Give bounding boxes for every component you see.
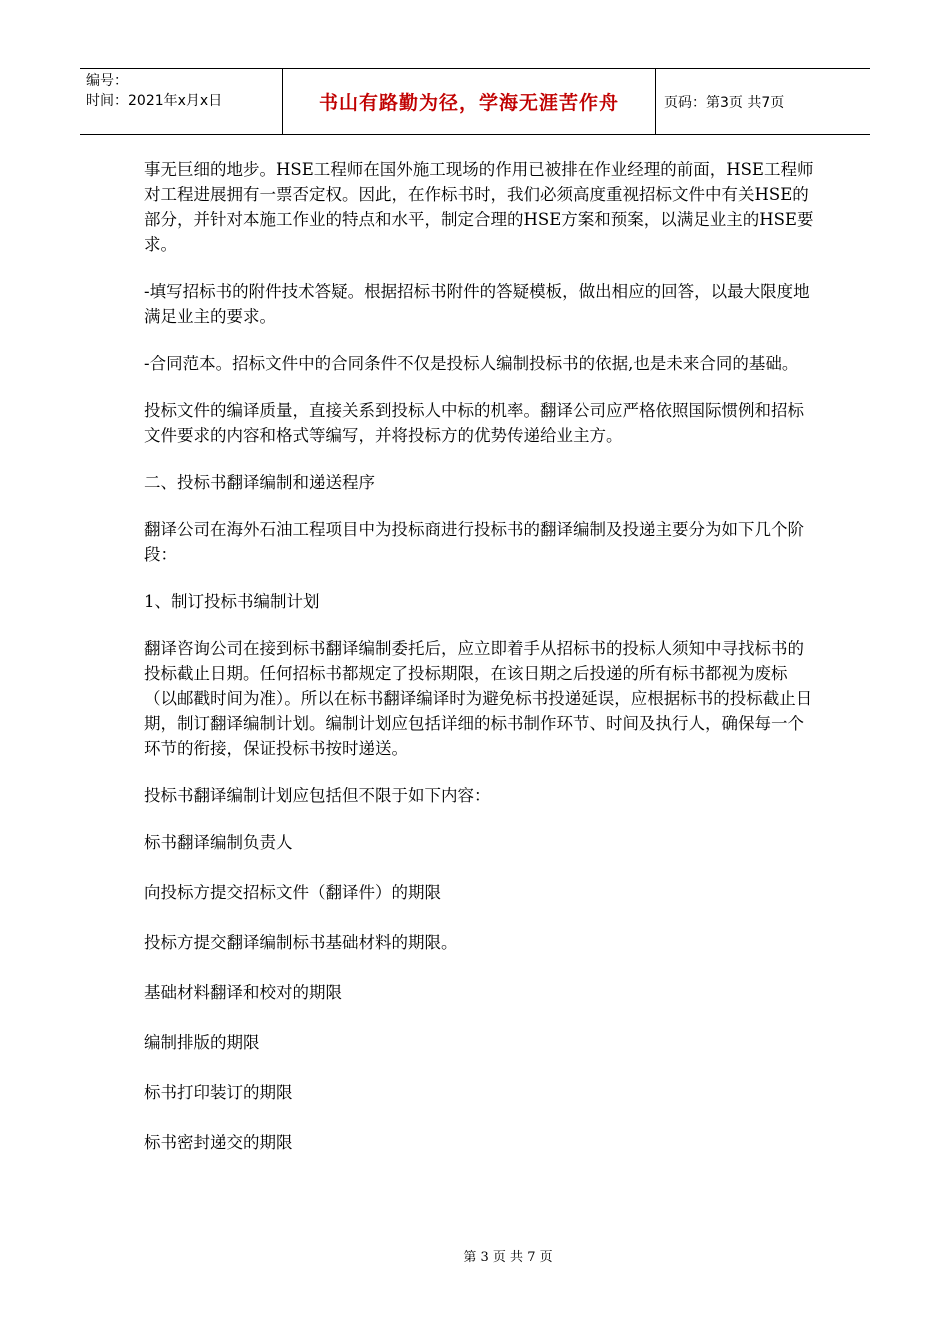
paragraph: -合同范本。招标文件中的合同条件不仅是投标人编制投标书的依据,也是未来合同的基础。 <box>144 354 799 373</box>
subsection-heading: 1、制订投标书编制计划 <box>144 592 320 611</box>
paragraph: 翻译公司在海外石油工程项目中为投标商进行投标书的翻译编制及投递主要分为如下几个阶段： <box>144 520 804 564</box>
plan-item: 投标方提交翻译编制标书基础材料的期限。 <box>144 933 458 952</box>
document-body <box>144 157 816 1180</box>
plan-item: 标书翻译编制负责人 <box>144 833 293 852</box>
plan-item: 基础材料翻译和校对的期限 <box>144 983 342 1002</box>
page-footer: 第 3 页 共 7 页 <box>463 1250 553 1265</box>
header-motto: 书山有路勤为径，学海无涯苦作舟 <box>282 69 656 134</box>
plan-item: 标书密封递交的期限 <box>144 1133 293 1152</box>
paragraph: 翻译咨询公司在接到标书翻译编制委托后，应立即着手从招标书的投标人须知中寻找标书的投标截止日期。任何招标书都规定了投标期限，在该日期之后投递的所有标书都视为废标（以邮戳时间为准）。所以在标书翻译编译时为避免标书投递延误，应根据标书的投标截止日期，制订翻译编制计划。编制计划应包括详细的标书制作环节、时间及执行人，确保每一个环节的衔接，保证投标书按时递送。 <box>144 639 813 758</box>
page-header <box>80 68 870 135</box>
paragraph: -填写招标书的附件技术答疑。根据招标书附件的答疑模板，做出相应的回答，以最大限度地满足业主的要求。 <box>144 282 810 326</box>
plan-item: 标书打印装订的期限 <box>144 1083 293 1102</box>
header-page-label: 页码：第3页 共7页 <box>664 94 785 111</box>
plan-item: 向投标方提交招标文件（翻译件）的期限 <box>144 883 441 902</box>
plan-item: 编制排版的期限 <box>144 1033 260 1052</box>
header-date-label: 时间：2021年x月x日 <box>86 93 223 109</box>
paragraph: 投标书翻译编制计划应包括但不限于如下内容： <box>144 786 491 805</box>
paragraph: 投标文件的编译质量，直接关系到投标人中标的机率。翻译公司应严格依照国际惯例和招标文件要求的内容和格式等编写，并将投标方的优势传递给业主方。 <box>144 401 804 445</box>
header-meta <box>80 69 282 134</box>
section-heading: 二、投标书翻译编制和递送程序 <box>144 473 375 492</box>
paragraph: 事无巨细的地步。HSE工程师在国外施工现场的作用已被排在作业经理的前面，HSE工程师对工程进展拥有一票否定权。因此，在作标书时，我们必须高度重视招标文件中有关HSE的部分，并针对本施工作业的特点和水平，制定合理的HSE方案和预案，以满足业主的HSE要求。 <box>144 160 814 254</box>
header-number-label: 编号： <box>86 73 128 89</box>
